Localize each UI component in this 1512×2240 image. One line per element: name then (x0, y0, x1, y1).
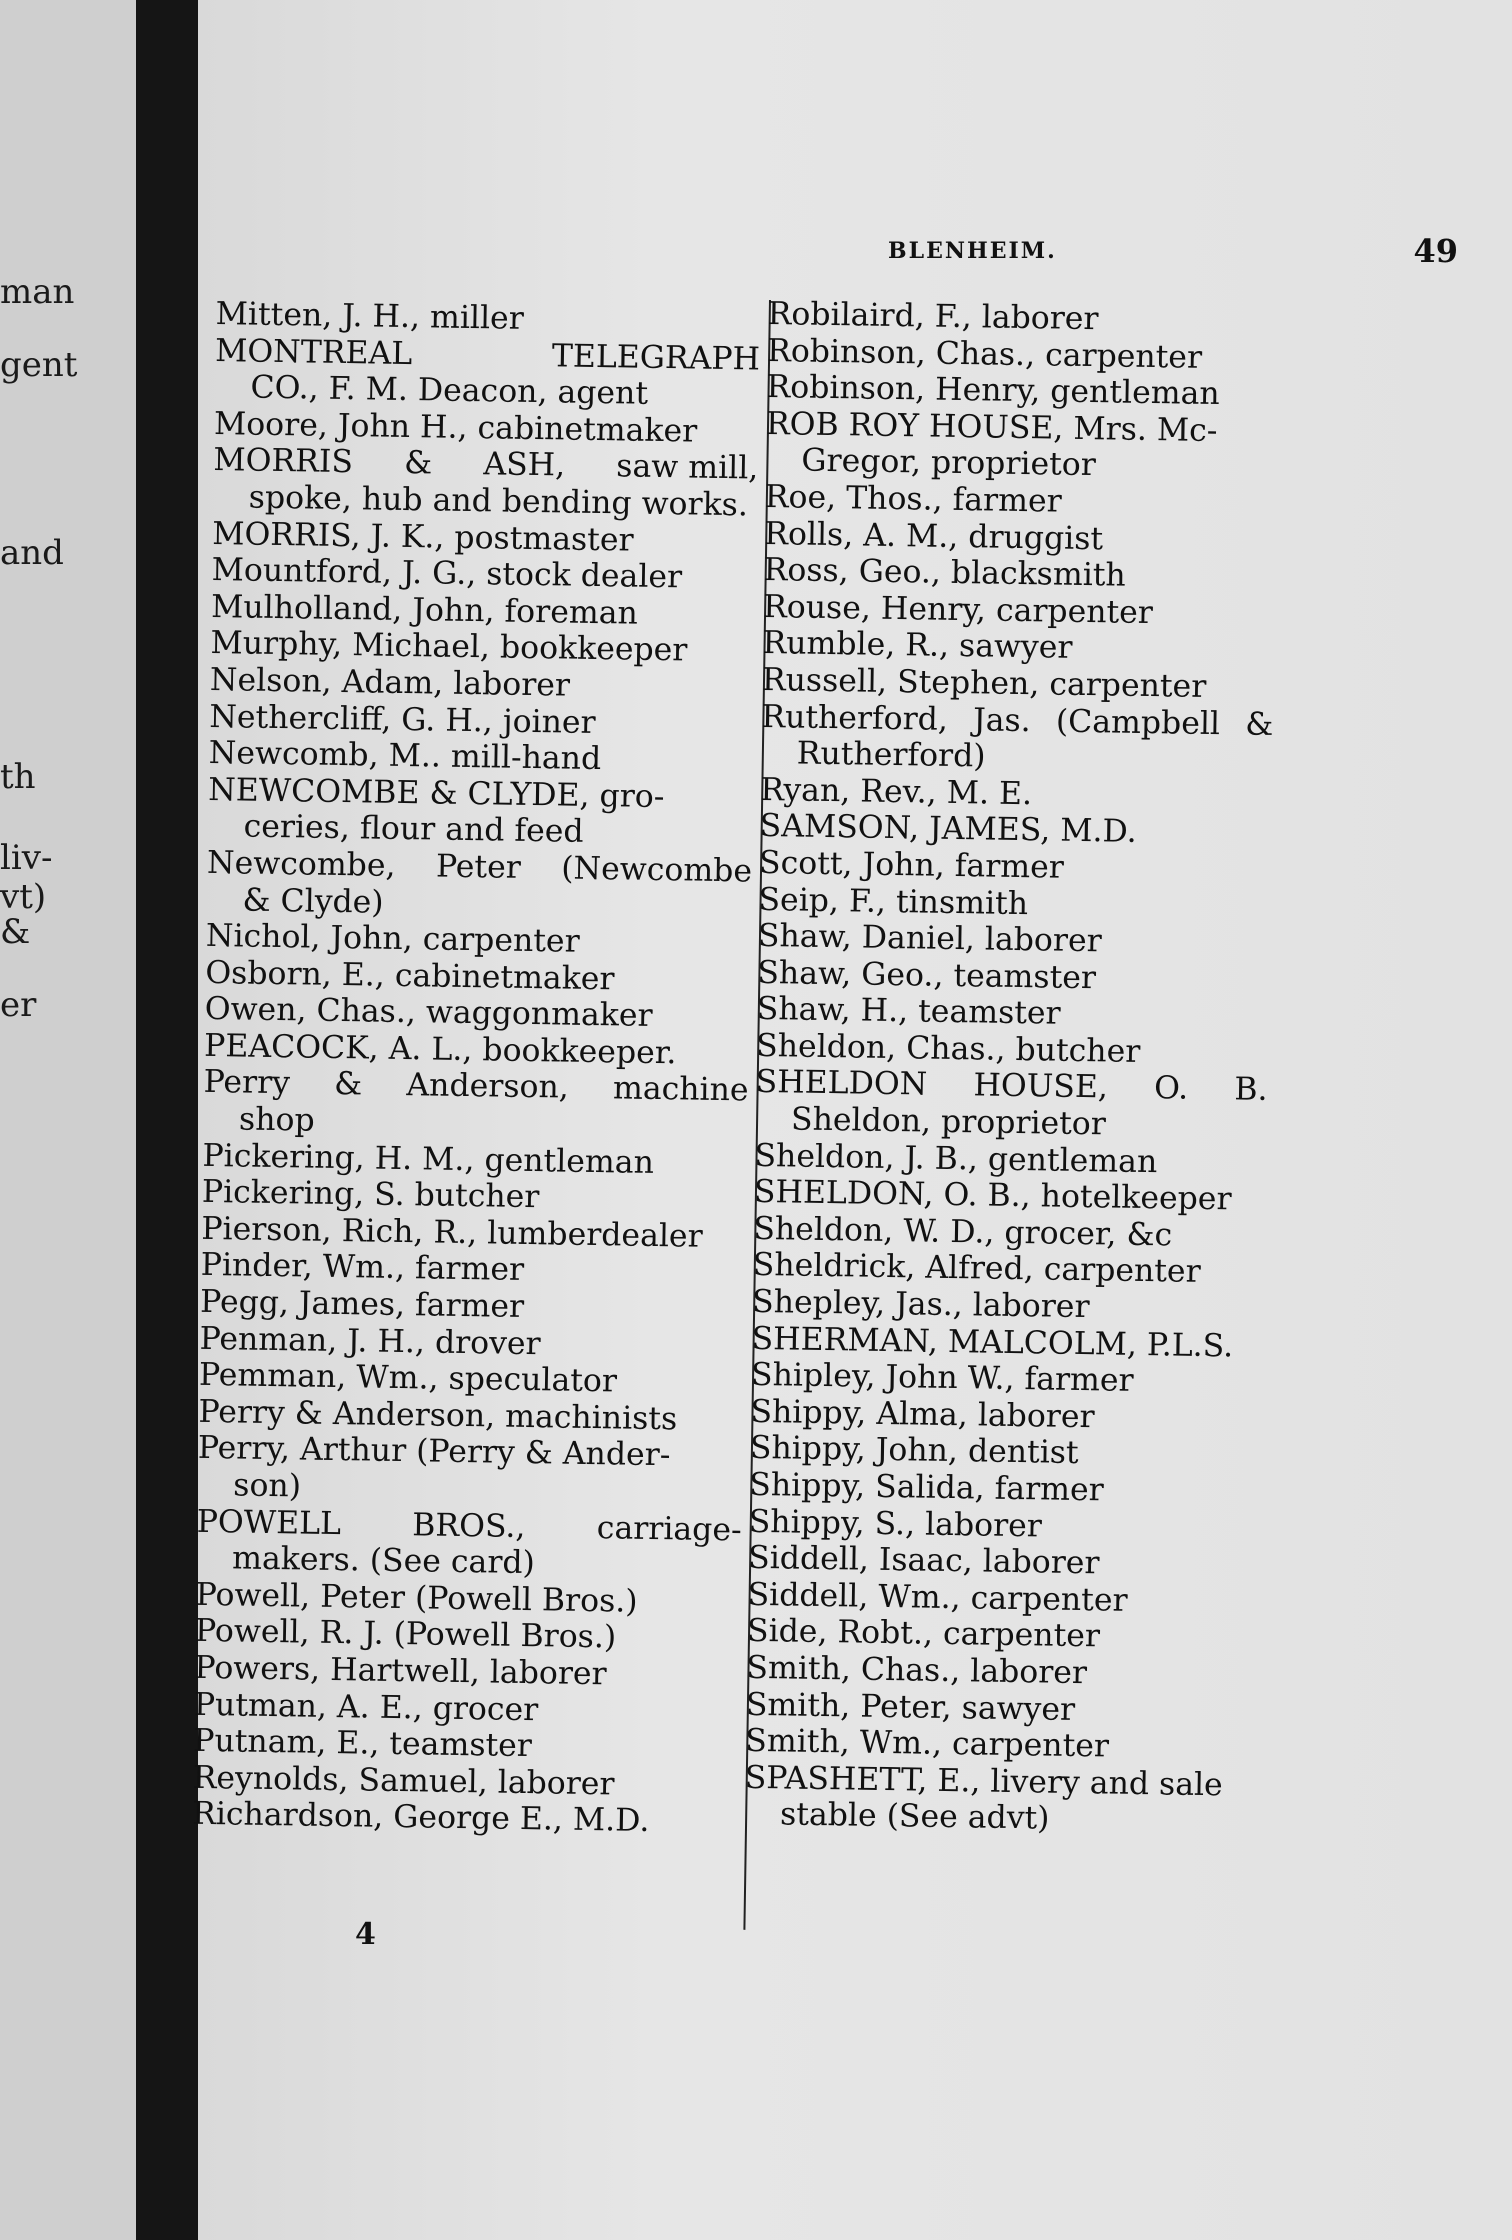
entry-word: ASH, (483, 446, 566, 484)
directory-entry: Mulholland, John, foreman (210, 588, 639, 632)
entry-word: Peter (435, 848, 522, 886)
facing-page-fragment: gent (0, 345, 78, 385)
directory-entry: Nichol, John, carpenter (205, 918, 580, 960)
directory-entry: Sheldon, Chas., butcher (755, 1027, 1141, 1070)
directory-entry: Shippy, S., laborer (748, 1503, 1043, 1545)
directory-entry: SHELDON, O. B., hotelkeeper (753, 1174, 1232, 1218)
directory-entry: Shepley, Jas., laborer (751, 1283, 1090, 1326)
facing-page-fragment: er (0, 985, 37, 1025)
directory-entry: ROB ROY HOUSE, Mrs. Mc- (765, 405, 1218, 449)
directory-entry: Smith, Chas., laborer (746, 1649, 1088, 1692)
directory-entry: Reynolds, Samuel, laborer (192, 1759, 615, 1803)
directory-entry: Sheldon, proprietor (790, 1101, 1107, 1143)
entry-word: POWELL (196, 1503, 342, 1542)
directory-entry: Gregor, proprietor (801, 442, 1097, 484)
directory-entry: Mountford, J. G., stock dealer (211, 552, 683, 596)
directory-entry: Robinson, Chas., carpenter (766, 332, 1203, 376)
directory-entry: Powers, Hartwell, laborer (194, 1649, 607, 1693)
directory-entry: Perry, Arthur (Perry & Ander- (197, 1430, 671, 1474)
entry-word: HOUSE, (973, 1067, 1109, 1106)
directory-entry: Rutherford) (796, 735, 986, 775)
directory-entry: Nethercliff, G. H., joiner (209, 698, 596, 741)
directory-entry: Russell, Stephen, carpenter (761, 661, 1207, 705)
page-header (728, 232, 1458, 278)
directory-entry: Sheldrick, Alfred, carpenter (752, 1247, 1201, 1291)
facing-page-fragment: liv- (0, 838, 53, 878)
facing-page-fragment: and (0, 533, 64, 573)
directory-entry: Moore, John H., cabinetmaker (213, 405, 698, 450)
entry-word: B. (1234, 1071, 1268, 1109)
directory-entry: Shipley, John W., farmer (750, 1357, 1134, 1400)
directory-entry: Shippy, John, dentist (749, 1430, 1079, 1472)
directory-entry: Ross, Geo., blacksmith (763, 552, 1127, 594)
directory-entry: Shaw, H., teamster (756, 991, 1061, 1032)
directory-entry: Pickering, S. butcher (201, 1174, 540, 1216)
directory-entry: Shaw, Daniel, laborer (757, 918, 1102, 960)
directory-entry: PEACOCK, A. L., bookkeeper. (203, 1027, 677, 1072)
entry-word: machine (612, 1070, 749, 1109)
directory-entry: Smith, Wm., carpenter (745, 1722, 1110, 1765)
entry-word: & (333, 1066, 363, 1103)
facing-page-fragment: vt) (0, 877, 47, 917)
entry-word: & (1244, 706, 1274, 743)
directory-entry: Pierson, Rich, R., lumberdealer (201, 1210, 703, 1255)
entry-word: Rutherford, (761, 698, 949, 738)
directory-entry: CO., F. M. Deacon, agent (250, 369, 649, 412)
directory-entry: Scott, John, farmer (758, 844, 1065, 886)
directory-entry: NEWCOMBE & CLYDE, gro- (207, 771, 665, 815)
directory-entry: Robilaird, F., laborer (767, 296, 1099, 338)
directory-entry: spoke, hub and bending works. (248, 479, 749, 524)
entry-word: (Campbell (1055, 703, 1221, 742)
directory-entry: Robinson, Henry, gentleman (766, 369, 1220, 413)
entry-word: & (403, 445, 433, 482)
facing-page-fragment: & (0, 912, 31, 952)
directory-entry: MORRIS, J. K., postmaster (211, 515, 634, 559)
directory-entry: stable (See advt) (779, 1796, 1050, 1837)
directory-entry: ceries, flour and feed (243, 808, 584, 851)
page-number: 49 (1413, 232, 1458, 270)
entry-word: BROS., (412, 1506, 526, 1545)
directory-entry: Owen, Chas., waggonmaker (204, 991, 653, 1035)
entry-word: Newcombe, (206, 844, 396, 884)
directory-entry: Shippy, Salida, farmer (749, 1466, 1105, 1509)
directory-entry: Shaw, Geo., teamster (757, 954, 1097, 996)
directory-entry: Richardson, George E., M.D. (191, 1796, 650, 1840)
facing-page-fragment: th (0, 757, 36, 797)
directory-entry: makers. (See card) (231, 1540, 536, 1582)
directory-entry: Seip, F., tinsmith (758, 881, 1029, 922)
directory-entry: SPASHETT, E., livery and sale (744, 1759, 1224, 1804)
directory-entry: Siddell, Wm., carpenter (747, 1576, 1128, 1619)
directory-entry: Pinder, Wm., farmer (200, 1247, 525, 1289)
directory-entry: Smith, Peter, sawyer (745, 1686, 1076, 1728)
directory-entry: Sheldon, J. B., gentleman (754, 1137, 1158, 1180)
directory-entry: Roe, Thos., farmer (764, 478, 1062, 520)
directory-entry: & Clyde) (242, 881, 384, 921)
directory-entry: Shippy, Alma, laborer (750, 1393, 1095, 1436)
directory-entry: Mitten, J. H., miller (215, 296, 525, 337)
directory-entry: Murphy, Michael, bookkeeper (210, 625, 688, 669)
directory-entry: Sheldon, W. D., grocer, &c (753, 1210, 1173, 1254)
right-column (744, 296, 1280, 1841)
directory-entry: SAMSON, JAMES, M.D. (759, 808, 1137, 851)
directory-entry: Pickering, H. M., gentleman (202, 1137, 655, 1181)
entry-word: MORRIS (213, 442, 354, 481)
directory-entry: Rumble, R., sawyer (762, 625, 1073, 667)
left-column (192, 296, 761, 1841)
facing-page-fragment: man (0, 272, 75, 312)
entry-word: Perry (203, 1064, 291, 1102)
directory-entry: Newcomb, M.. mill-hand (208, 735, 602, 778)
directory-entry: Osborn, E., cabinetmaker (205, 954, 615, 998)
entry-word: SHELDON (755, 1064, 928, 1104)
entry-word: saw mill, (616, 448, 759, 487)
directory-entry: son) (233, 1467, 302, 1505)
entry-word: MONTREAL (214, 332, 413, 372)
entry-word: (Newcombe (561, 850, 753, 890)
directory-entry: Perry & Anderson, machinists (198, 1393, 678, 1438)
directory-entry: SHERMAN, MALCOLM, P.L.S. (751, 1320, 1234, 1365)
directory-entry: Putman, A. E., grocer (193, 1686, 539, 1728)
entry-word: O. (1153, 1070, 1189, 1108)
directory-entry: Rouse, Henry, carpenter (762, 588, 1154, 631)
entry-word: Jas. (972, 701, 1031, 739)
directory-entry: Nelson, Adam, laborer (209, 661, 571, 704)
directory-entry: Pemman, Wm., speculator (198, 1357, 618, 1400)
entry-word: Anderson, (406, 1067, 570, 1107)
directory-entry: Powell, Peter (Powell Bros.) (195, 1576, 638, 1620)
directory-entry: Putnam, E., teamster (193, 1722, 533, 1765)
directory-entry: Powell, R. J. (Powell Bros.) (194, 1613, 617, 1656)
directory-entry: Ryan, Rev., M. E. (759, 771, 1033, 812)
entry-word: carriage- (596, 1509, 742, 1549)
directory-entry: Side, Robt., carpenter (746, 1613, 1101, 1655)
facing-page-edge (0, 0, 136, 2240)
running-head: BLENHEIM. (888, 238, 1057, 264)
directory-entry: Penman, J. H., drover (199, 1320, 541, 1362)
directory-entry: Siddell, Isaac, laborer (747, 1540, 1100, 1582)
directory-entry: shop (238, 1101, 315, 1139)
signature-mark: 4 (355, 1917, 376, 1952)
directory-entry: Rolls, A. M., druggist (763, 515, 1104, 557)
entry-word: TELEGRAPH (551, 337, 761, 378)
directory-entry: Pegg, James, farmer (199, 1283, 525, 1325)
